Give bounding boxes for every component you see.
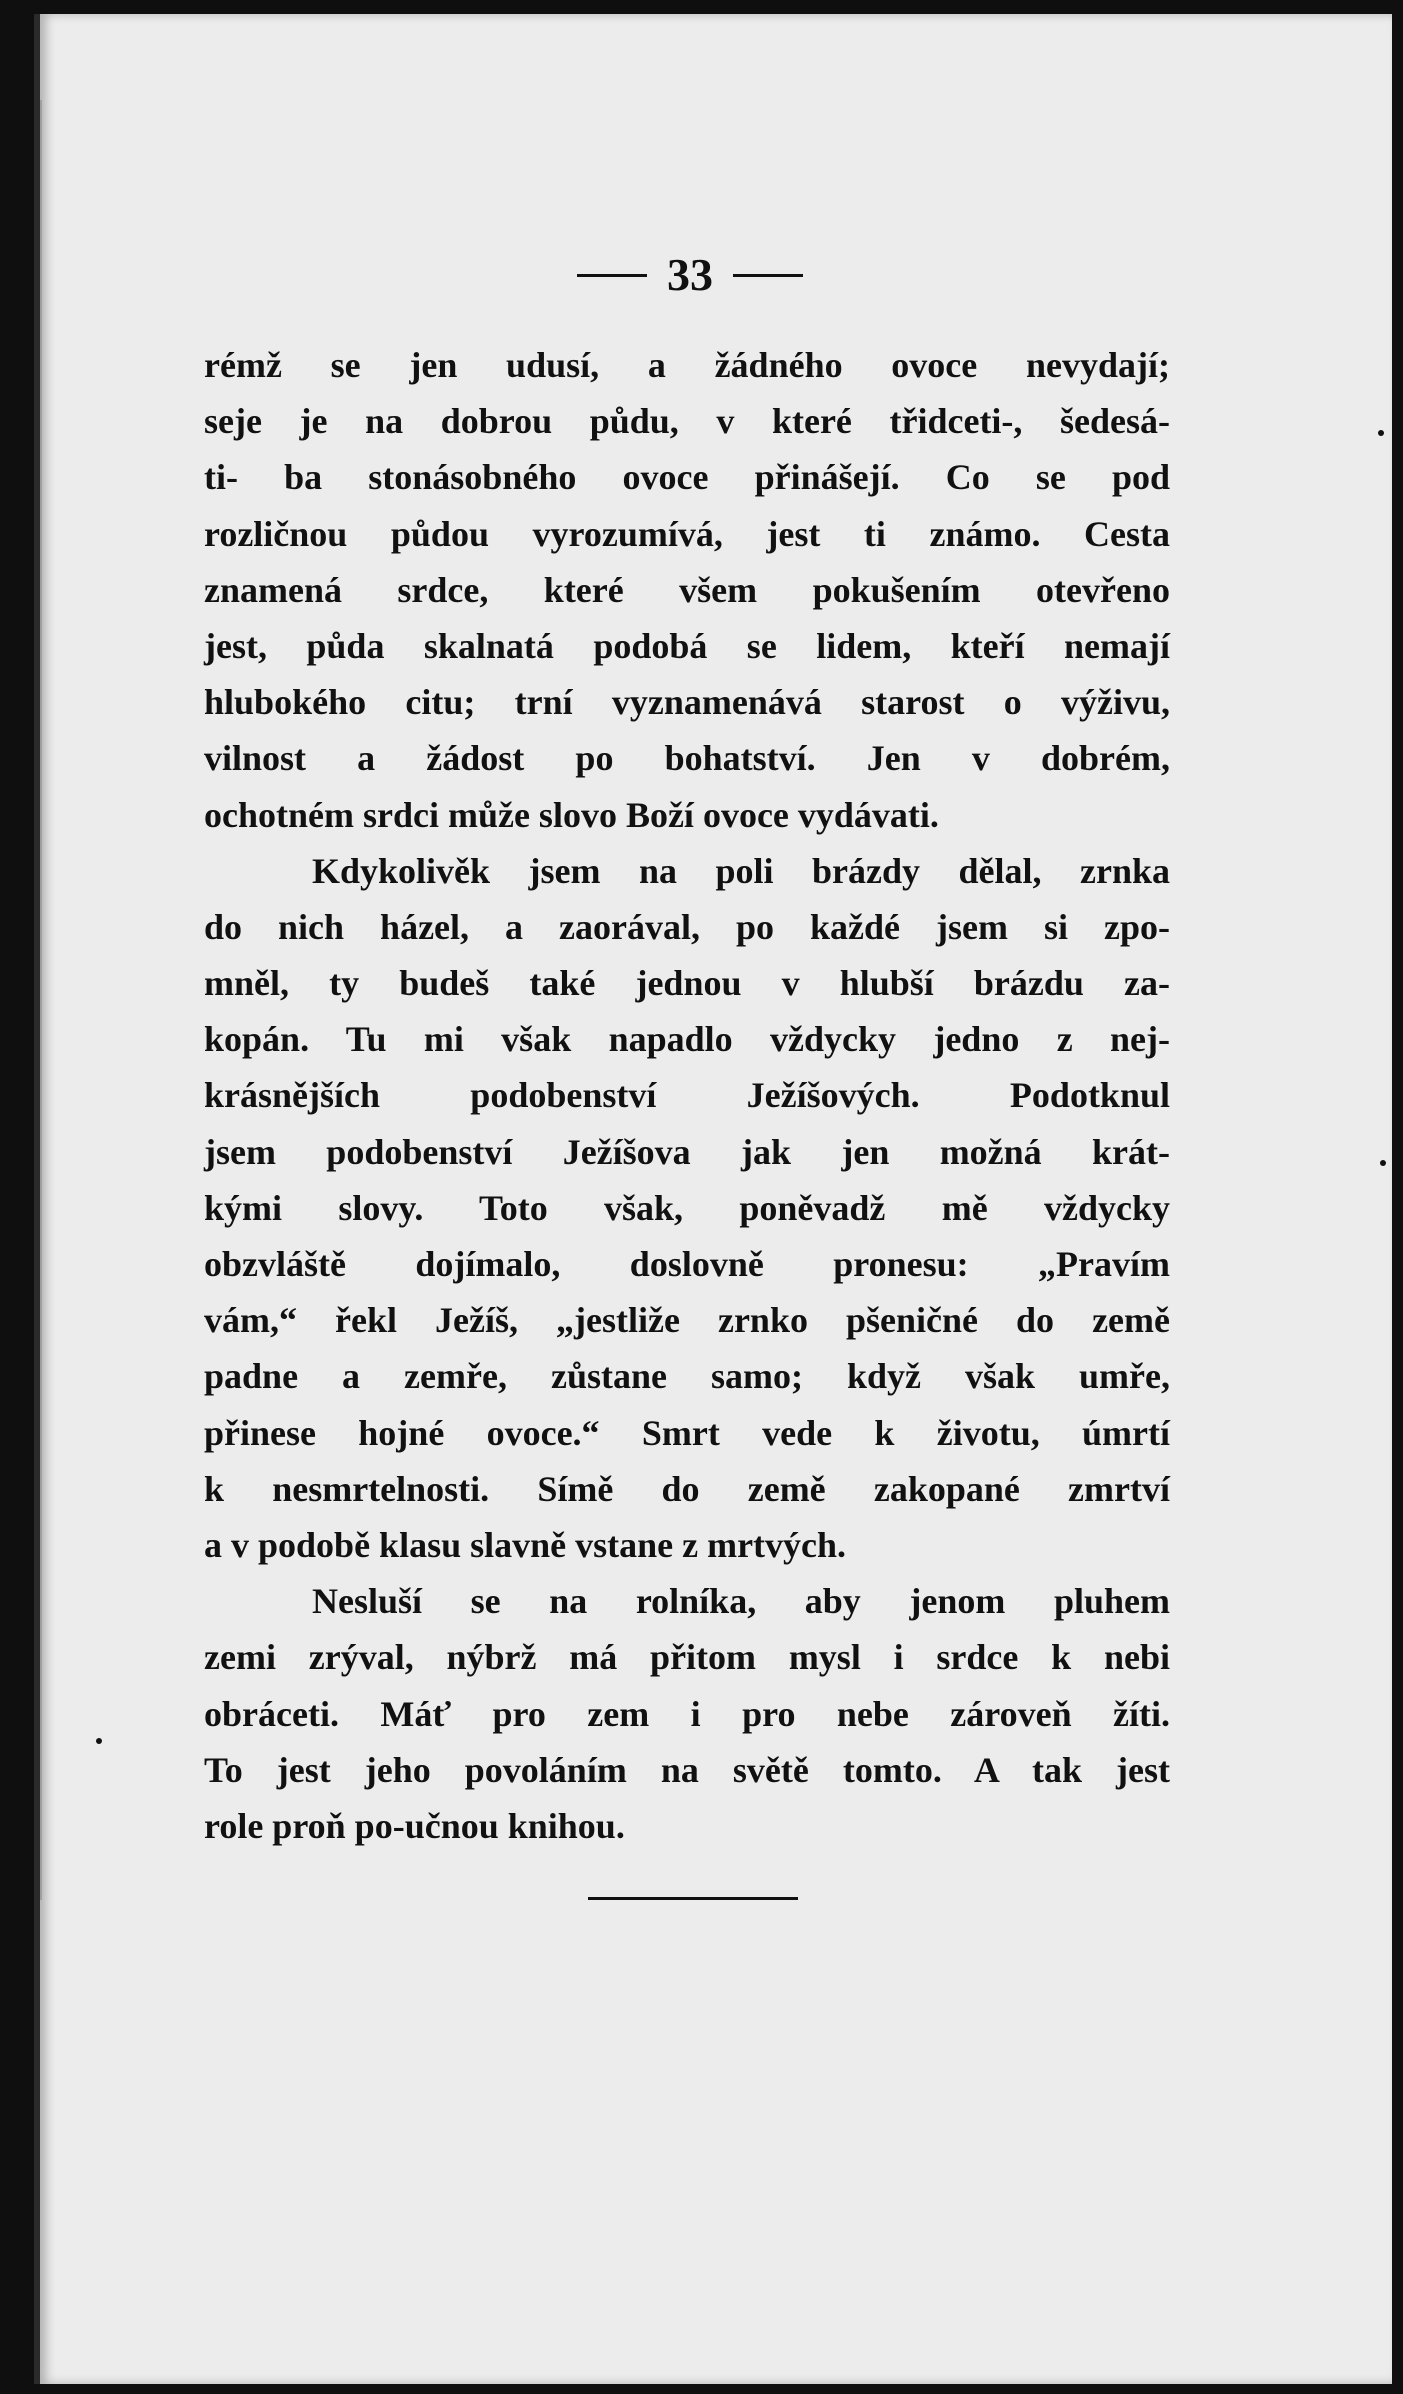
ink-speck — [1380, 1160, 1386, 1166]
text-line: seje je na dobrou půdu, v které třidceti-, šedesá- — [204, 401, 1170, 442]
text-line: ochotném srdci může slovo Boží ovoce vydávati. — [204, 794, 939, 835]
text-line: Nesluší se na rolníka, aby jenom pluhem — [312, 1581, 1170, 1622]
body-text — [204, 337, 1170, 1854]
text-line: Kdykolivěk jsem na poli brázdy dělal, zrnka — [312, 850, 1170, 891]
text-line: jest, půda skalnatá podobá se lidem, kteří nemají — [204, 625, 1170, 666]
page-number: 33 — [667, 249, 713, 300]
text-line: znamená srdce, které všem pokušením otevřeno — [204, 569, 1170, 610]
text-line: rozličnou půdou vyrozumívá, jest ti známo. Cesta — [204, 513, 1170, 554]
ink-speck — [1378, 430, 1384, 436]
text-line: a v podobě klasu slavně vstane z mrtvých. — [204, 1524, 847, 1565]
text-line: vilnost a žádost po bohatství. Jen v dobrém, — [204, 738, 1170, 779]
text-line: vám,“ řekl Ježíš, „jestliže zrnko pšeničné do země — [204, 1300, 1170, 1341]
text-line: mněl, ty budeš také jednou v hlubší brázdu za- — [204, 963, 1170, 1004]
text-line: obráceti. Máť pro zem i pro nebe zároveň žíti. — [204, 1693, 1170, 1734]
text-line: do nich házel, a zaorával, po každé jsem si zpo- — [204, 906, 1170, 947]
ink-speck — [96, 1738, 102, 1744]
text-line: kopán. Tu mi však napadlo vždycky jedno z nej- — [204, 1019, 1170, 1060]
text-line: rémž se jen udusí, a žádného ovoce nevydají; — [204, 345, 1170, 385]
text-line: krásnějších podobenství Ježíšových. Podotknul — [204, 1075, 1170, 1116]
text-line: ti- ba stonásobného ovoce přinášejí. Co se pod — [204, 457, 1170, 498]
text-line: zemi zrýval, nýbrž má přitom mysl i srdce k nebi — [204, 1637, 1170, 1678]
text-line: To jest jeho povoláním na světě tomto. A tak jest — [204, 1749, 1170, 1790]
text-line: padne a zemře, zůstane samo; když však umře, — [204, 1356, 1170, 1397]
text-line: k nesmrtelnosti. Símě do země zakopané zmrtví — [204, 1468, 1170, 1509]
text-line: role proň po-učnou knihou. — [204, 1805, 625, 1846]
text-line: obzvláště dojímalo, doslovně pronesu: „Pravím — [204, 1244, 1170, 1284]
text-line: hlubokého citu; trní vyznamenává starost o výživu, — [204, 682, 1170, 723]
text-line: přinese hojné ovoce.“ Smrt vede k životu, úmrtí — [204, 1412, 1170, 1453]
header-rule-left — [577, 274, 647, 277]
binding-gutter — [40, 100, 42, 1900]
header-rule-right — [733, 274, 803, 277]
text-line: jsem podobenství Ježíšova jak jen možná krát- — [204, 1131, 1170, 1172]
page-header — [560, 250, 820, 300]
text-line: kými slovy. Toto však, poněvadž mě vždycky — [204, 1187, 1170, 1228]
end-of-chapter-rule — [588, 1897, 798, 1900]
